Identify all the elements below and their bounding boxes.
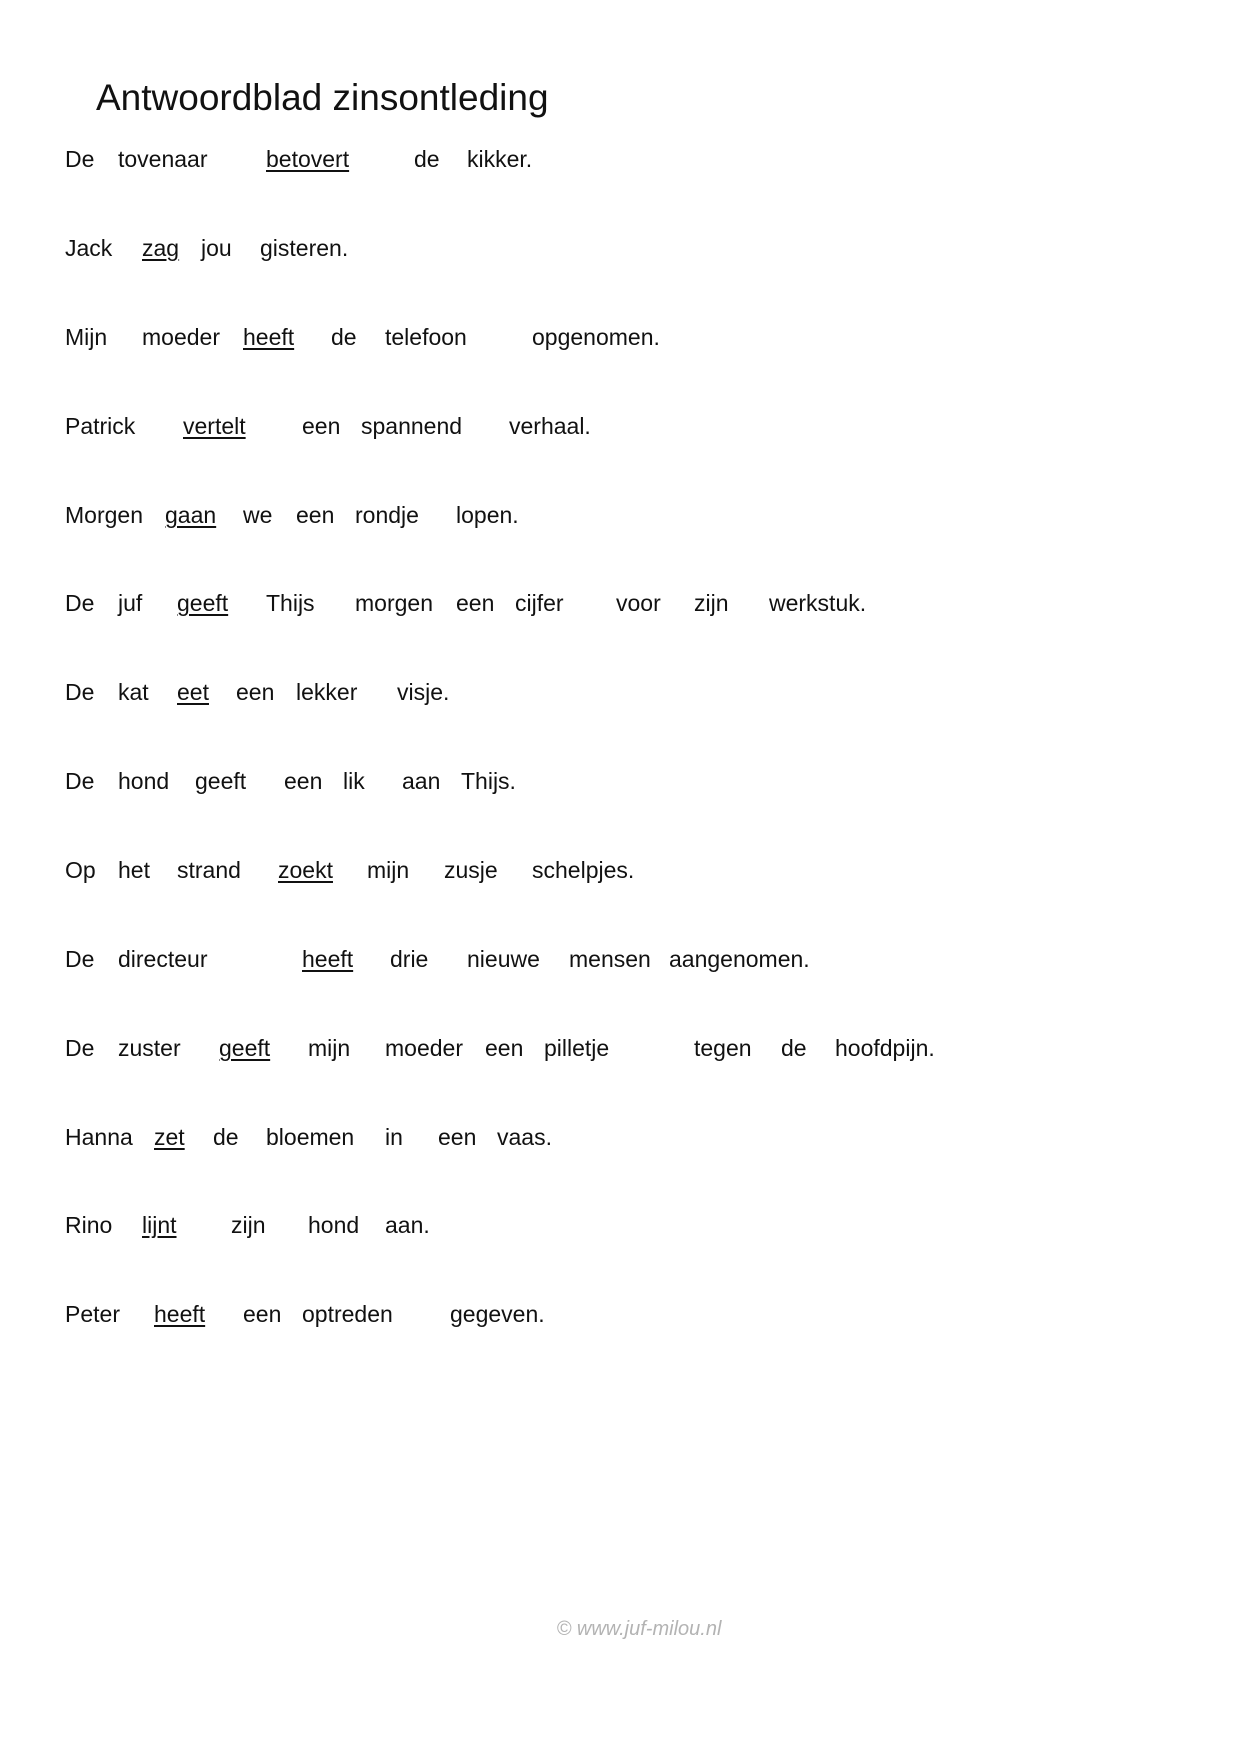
sentence-word: een bbox=[438, 1124, 477, 1150]
sentence-word: optreden bbox=[302, 1301, 393, 1327]
sentence-word: werkstuk. bbox=[769, 590, 867, 616]
underlined-verb: heeft bbox=[243, 324, 295, 350]
sentence bbox=[0, 768, 1240, 808]
sentence-word: schelpjes. bbox=[532, 857, 635, 883]
sentence bbox=[0, 1124, 1240, 1164]
sentence bbox=[0, 1212, 1240, 1252]
sentence-word: strand bbox=[177, 857, 241, 883]
sentence-word: De bbox=[65, 1035, 95, 1061]
sentence-word: we bbox=[243, 502, 273, 528]
underlined-verb: vertelt bbox=[183, 413, 246, 439]
underlined-verb: geeft bbox=[219, 1035, 271, 1061]
sentence-word: Thijs bbox=[266, 590, 315, 616]
underlined-verb: heeft bbox=[302, 946, 354, 972]
sentence-word: zijn bbox=[694, 590, 729, 616]
sentence bbox=[0, 146, 1240, 186]
sentence-word: morgen bbox=[355, 590, 433, 616]
sentence-word: aan bbox=[402, 768, 441, 794]
sentence-word: geeft bbox=[195, 768, 247, 794]
sentence-word: rondje bbox=[355, 502, 419, 528]
sentence-word: voor bbox=[616, 590, 661, 616]
sentence-word: de bbox=[213, 1124, 239, 1150]
underlined-verb: zag bbox=[142, 235, 180, 261]
sentence-word: aangenomen. bbox=[669, 946, 810, 972]
sentence bbox=[0, 590, 1240, 630]
sentence bbox=[0, 679, 1240, 719]
sentence-word: jou bbox=[201, 235, 232, 261]
sentence-word: bloemen bbox=[266, 1124, 355, 1150]
sentence-word: kat bbox=[118, 679, 149, 705]
sentence-word: Hanna bbox=[65, 1124, 133, 1150]
sentence-word: tovenaar bbox=[118, 146, 208, 172]
underlined-verb: heeft bbox=[154, 1301, 206, 1327]
sentence-word: Rino bbox=[65, 1212, 113, 1238]
sentence-word: De bbox=[65, 679, 95, 705]
underlined-verb: lijnt bbox=[142, 1212, 177, 1238]
sentence-word: nieuwe bbox=[467, 946, 540, 972]
underlined-verb: eet bbox=[177, 679, 209, 705]
sentence-word: zijn bbox=[231, 1212, 266, 1238]
underlined-verb: gaan bbox=[165, 502, 217, 528]
sentence-word: hond bbox=[118, 768, 170, 794]
sentence-word: lekker bbox=[296, 679, 358, 705]
sentence-word: De bbox=[65, 946, 95, 972]
sentence-word: Mijn bbox=[65, 324, 108, 350]
sentence-word: visje. bbox=[397, 679, 450, 705]
sentence-word: de bbox=[331, 324, 357, 350]
sentence bbox=[0, 1301, 1240, 1341]
sentence bbox=[0, 324, 1240, 364]
sentence-word: een bbox=[302, 413, 341, 439]
sentence-word: Thijs. bbox=[461, 768, 516, 794]
sentence bbox=[0, 413, 1240, 453]
sentence-word: drie bbox=[390, 946, 429, 972]
underlined-verb: zoekt bbox=[278, 857, 333, 883]
sentence-word: lik bbox=[343, 768, 365, 794]
sentence-word: gegeven. bbox=[450, 1301, 545, 1327]
sentence-word: zusje bbox=[444, 857, 498, 883]
sentence-word: een bbox=[296, 502, 335, 528]
sentence-word: hoofdpijn. bbox=[835, 1035, 935, 1061]
sentence-word: de bbox=[414, 146, 440, 172]
underlined-verb: zet bbox=[154, 1124, 185, 1150]
sentence-word: verhaal. bbox=[509, 413, 591, 439]
sentence-word: cijfer bbox=[515, 590, 564, 616]
sentence bbox=[0, 1035, 1240, 1075]
sentence-word: tegen bbox=[694, 1035, 752, 1061]
copyright-footer: © www.juf-milou.nl bbox=[556, 1618, 722, 1640]
sentence-word: Peter bbox=[65, 1301, 120, 1327]
sentence-word: directeur bbox=[118, 946, 208, 972]
sentence-word: mensen bbox=[569, 946, 651, 972]
sentence-word: een bbox=[456, 590, 495, 616]
sentence-word: de bbox=[781, 1035, 807, 1061]
sentence-word: een bbox=[243, 1301, 282, 1327]
sentence bbox=[0, 946, 1240, 986]
sentence-word: hond bbox=[308, 1212, 360, 1238]
sentence bbox=[0, 857, 1240, 897]
sentence-word: spannend bbox=[361, 413, 463, 439]
sentence-word: kikker. bbox=[467, 146, 533, 172]
sentence-word: een bbox=[485, 1035, 524, 1061]
sentence-word: mijn bbox=[308, 1035, 351, 1061]
sentence-word: pilletje bbox=[544, 1035, 610, 1061]
sentence bbox=[0, 235, 1240, 275]
sentence-word: Op bbox=[65, 857, 96, 883]
sentence-word: in bbox=[385, 1124, 403, 1150]
page-title: Antwoordblad zinsontleding bbox=[96, 77, 549, 118]
sentence bbox=[0, 502, 1240, 542]
sentence-word: een bbox=[284, 768, 323, 794]
sentence-word: juf bbox=[118, 590, 143, 616]
sentence-word: telefoon bbox=[385, 324, 467, 350]
sentence-word: aan. bbox=[385, 1212, 430, 1238]
sentence-word: Morgen bbox=[65, 502, 143, 528]
sentence-word: lopen. bbox=[456, 502, 519, 528]
sentence-word: De bbox=[65, 768, 95, 794]
sentence-word: het bbox=[118, 857, 150, 883]
sentence-word: moeder bbox=[385, 1035, 463, 1061]
sentence-word: opgenomen. bbox=[532, 324, 660, 350]
sentence-word: een bbox=[236, 679, 275, 705]
sentence-word: Jack bbox=[65, 235, 113, 261]
sentence-word: gisteren. bbox=[260, 235, 349, 261]
underlined-verb: geeft bbox=[177, 590, 229, 616]
sentence-word: Patrick bbox=[65, 413, 136, 439]
sentence-word: moeder bbox=[142, 324, 220, 350]
sentence-word: zuster bbox=[118, 1035, 181, 1061]
sentence-word: De bbox=[65, 146, 95, 172]
sentence-word: mijn bbox=[367, 857, 410, 883]
sentence-word: vaas. bbox=[497, 1124, 552, 1150]
underlined-verb: betovert bbox=[266, 146, 350, 172]
sentence-word: De bbox=[65, 590, 95, 616]
